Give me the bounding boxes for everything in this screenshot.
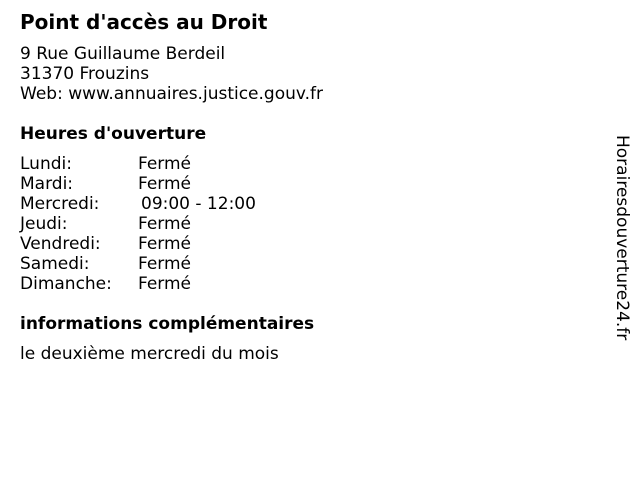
day-label: Jeudi: [20,214,68,234]
day-label: Mercredi: [20,194,100,214]
day-status: Fermé [138,174,192,194]
day-label: Lundi: [20,154,72,174]
hours-row-mardi [20,174,256,194]
info-heading: informations complémentaires [20,314,315,334]
day-status: 09:00 - 12:00 [141,194,256,214]
day-label: Vendredi: [20,234,101,254]
address-block [20,44,323,104]
hours-list [20,154,256,294]
address-city: 31370 Frouzins [20,64,150,84]
day-status: Fermé [138,274,192,294]
hours-row-dimanche [20,274,256,294]
address-street: 9 Rue Guillaume Berdeil [20,44,226,64]
hours-row-samedi [20,254,256,274]
website: Web: www.annuaires.justice.gouv.fr [20,84,324,104]
day-label: Mardi: [20,174,74,194]
hours-row-jeudi [20,214,256,234]
hours-heading: Heures d'ouverture [20,124,207,144]
hours-row-vendredi [20,234,256,254]
site-brand-label: Horairesdouverture24.fr [612,135,632,341]
day-status: Fermé [138,154,192,174]
day-status: Fermé [138,234,192,254]
page-title: Point d'accès au Droit [20,10,268,34]
hours-row-lundi [20,154,256,174]
day-status: Fermé [138,214,192,234]
day-status: Fermé [138,254,192,274]
day-label: Samedi: [20,254,90,274]
info-text: le deuxième mercredi du mois [20,344,279,364]
day-label: Dimanche: [20,274,112,294]
hours-row-mercredi [20,194,256,214]
